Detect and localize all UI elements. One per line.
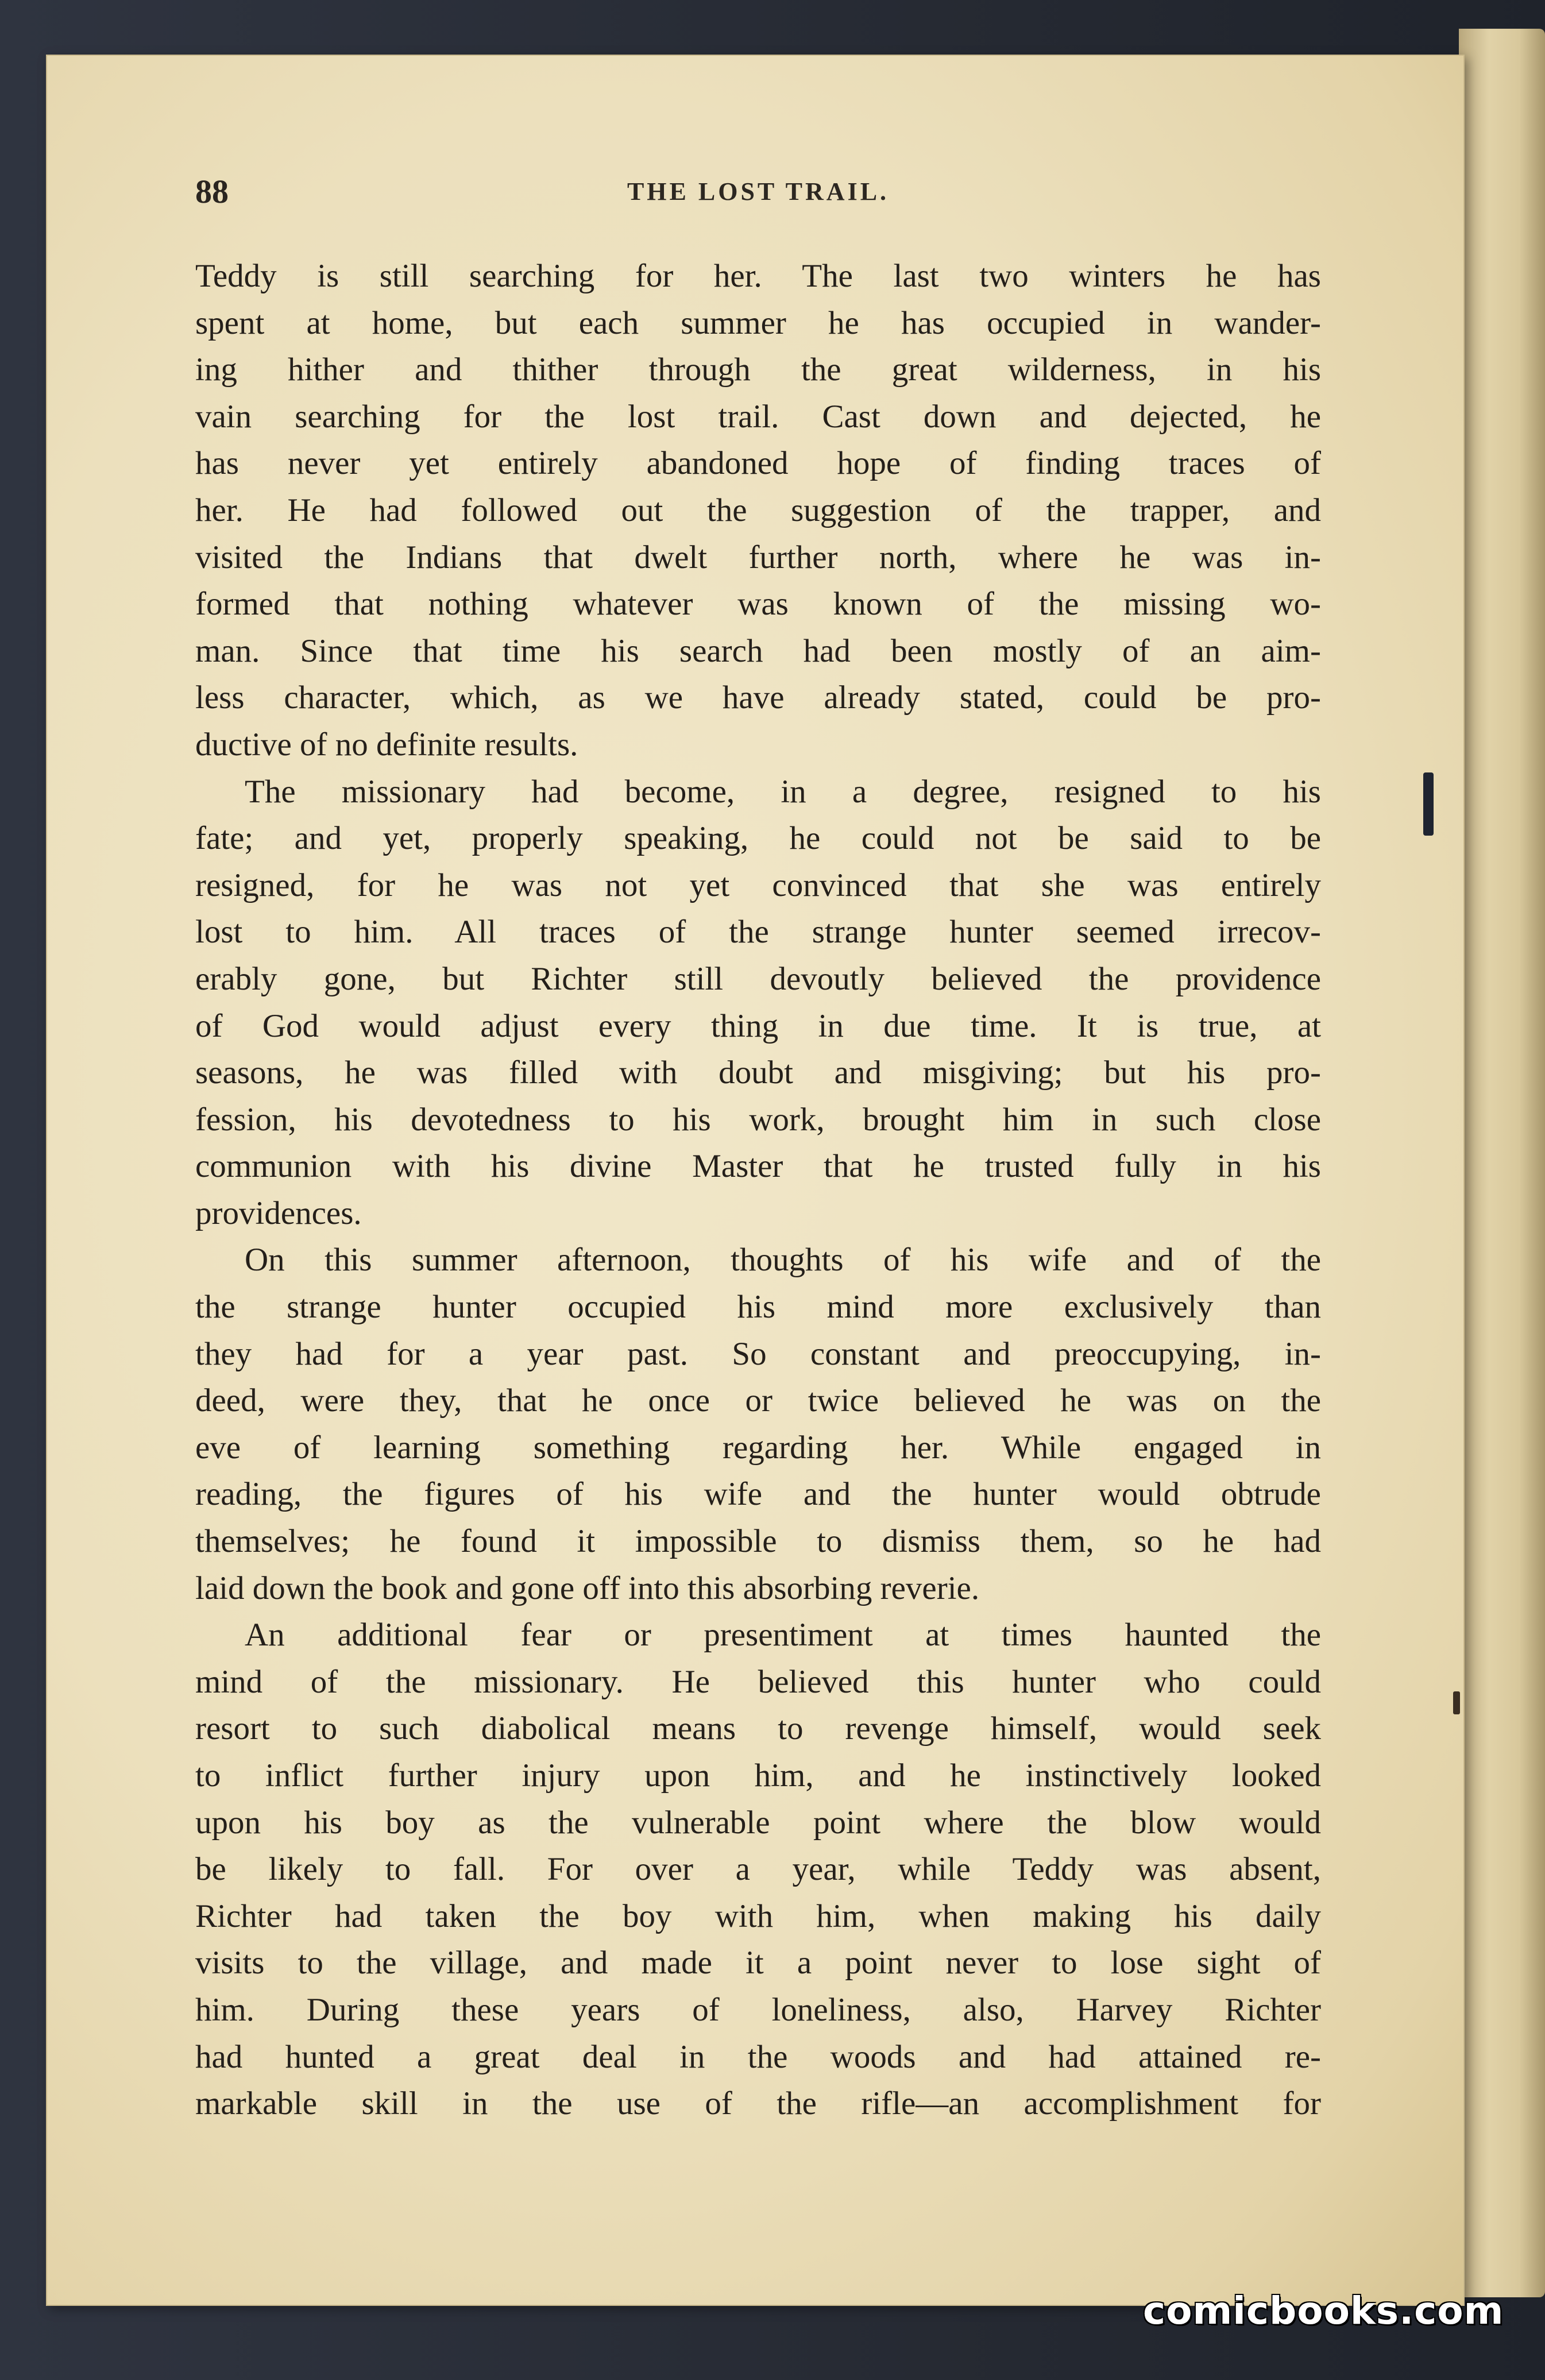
text-line: the strange hunter occupied his mind more exclusively than <box>195 1289 1321 1326</box>
text-line: be likely to fall. For over a year, while Teddy was absent, <box>195 1851 1321 1888</box>
text-line: man. Since that time his search had been mostly of an aim- <box>195 632 1321 669</box>
text-line: communion with his divine Master that he trusted fully in his <box>195 1148 1321 1185</box>
text-line: resort to such diabolical means to revenge himself, would seek <box>195 1710 1321 1747</box>
text-line: ing hither and thither through the great wilderness, in his <box>195 351 1321 388</box>
page-header <box>195 172 1321 212</box>
text-line: deed, were they, that he once or twice believed he was on the <box>195 1382 1321 1419</box>
text-line: spent at home, but each summer he has occupied in wander- <box>195 304 1321 341</box>
text-line: him. During these years of loneliness, also, Harvey Richter <box>195 1991 1321 2028</box>
text-line: fate; and yet, properly speaking, he could not be said to be <box>195 820 1321 857</box>
text-line: erably gone, but Richter still devoutly believed the providence <box>195 960 1321 997</box>
text-line: her. He had followed out the suggestion of the trapper, and <box>195 492 1321 528</box>
text-line: less character, which, as we have already stated, could be pro- <box>195 679 1321 716</box>
text-line: to inflict further injury upon him, and he instinctively looked <box>195 1757 1321 1794</box>
text-line: had hunted a great deal in the woods and had attained re- <box>195 2038 1321 2075</box>
text-line: On this summer afternoon, thoughts of his wife and of the <box>245 1242 1321 1278</box>
adjacent-page-edge <box>1459 29 1545 2297</box>
margin-ink-mark <box>1423 772 1434 836</box>
text-line: Teddy is still searching for her. The last two winters he has <box>195 258 1321 294</box>
text-line: upon his boy as the vulnerable point where the blow would <box>195 1804 1321 1841</box>
text-line: visited the Indians that dwelt further north, where he was in- <box>195 539 1321 575</box>
text-line: vain searching for the lost trail. Cast down and dejected, he <box>195 398 1321 435</box>
text-line: An additional fear or presentiment at times haunted the <box>245 1617 1321 1653</box>
text-line: of God would adjust every thing in due time. It is true, at <box>195 1007 1321 1044</box>
text-line: themselves; he found it impossible to dismiss them, so he had <box>195 1523 1321 1560</box>
running-title: THE LOST TRAIL. <box>627 177 890 206</box>
text-line: reading, the figures of his wife and the hunter would obtrude <box>195 1476 1321 1513</box>
text-line: The missionary had become, in a degree, resigned to his <box>245 773 1321 810</box>
body-text <box>195 253 1321 2127</box>
text-line: mind of the missionary. He believed this hunter who could <box>195 1663 1321 1700</box>
text-line: providences. <box>195 1195 362 1231</box>
margin-ink-dot <box>1453 1691 1460 1714</box>
text-line: Richter had taken the boy with him, when making his daily <box>195 1898 1321 1934</box>
text-line: eve of learning something regarding her. While engaged in <box>195 1429 1321 1466</box>
watermark-logo: comicbooks.com <box>1143 2289 1504 2333</box>
text-line: resigned, for he was not yet convinced that she was entirely <box>195 867 1321 903</box>
text-line: formed that nothing whatever was known of the missing wo- <box>195 586 1321 623</box>
text-line: they had for a year past. So constant and preoccupying, in- <box>195 1335 1321 1372</box>
text-line: seasons, he was filled with doubt and misgiving; but his pro- <box>195 1054 1321 1091</box>
text-line: lost to him. All traces of the strange hunter seemed irrecov- <box>195 914 1321 951</box>
text-line: visits to the village, and made it a point never to lose sight of <box>195 1945 1321 1981</box>
text-line: fession, his devotedness to his work, brought him in such close <box>195 1101 1321 1138</box>
page-number: 88 <box>195 173 229 210</box>
text-line: laid down the book and gone off into this absorbing reverie. <box>195 1570 980 1606</box>
text-line: ductive of no definite results. <box>195 726 578 763</box>
text-line: markable skill in the use of the rifle—an accomplishment for <box>195 2085 1321 2122</box>
text-line: has never yet entirely abandoned hope of finding traces of <box>195 445 1321 482</box>
